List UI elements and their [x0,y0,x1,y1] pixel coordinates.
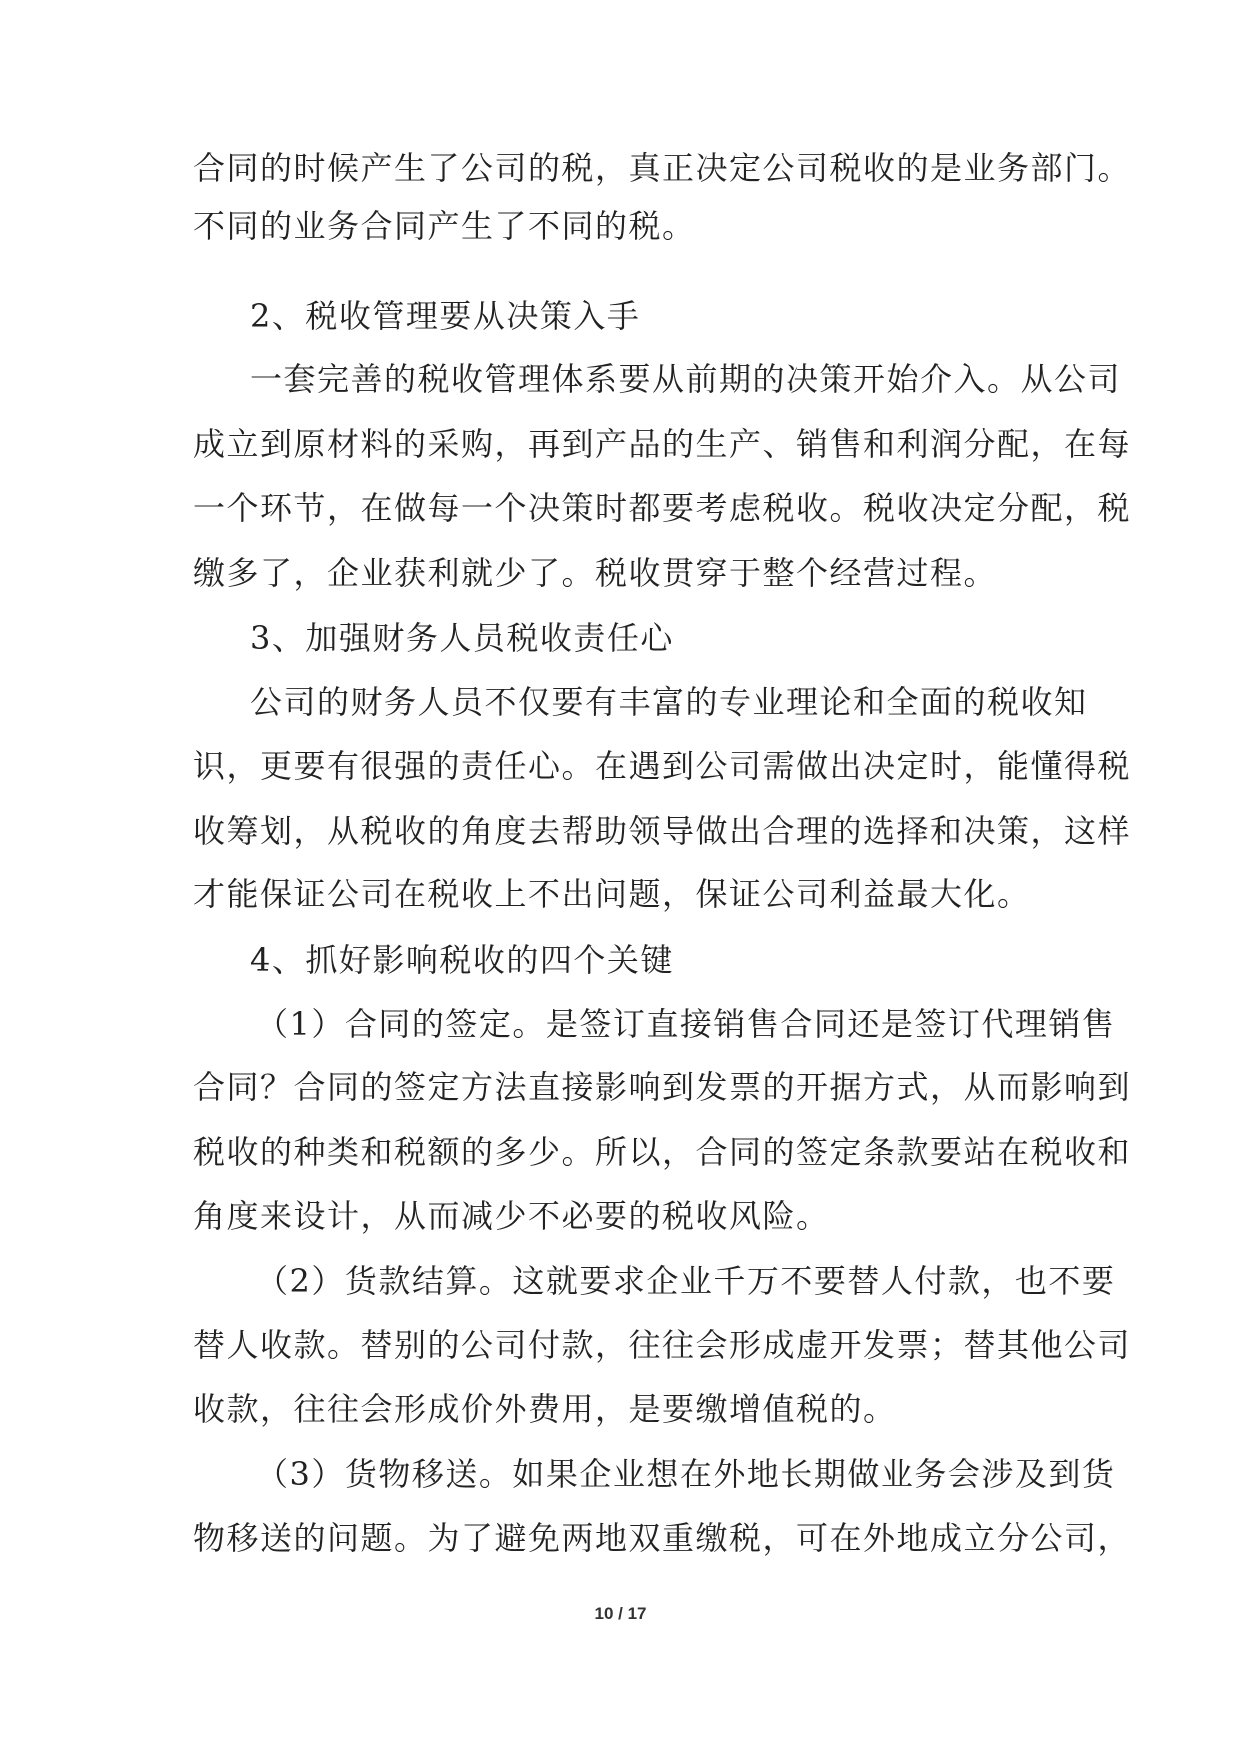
text-line: 角度来设计，从而减少不必要的税收风险。 [193,1197,830,1235]
text-line: 税收的种类和税额的多少。所以，合同的签定条款要站在税收和 [193,1133,1132,1171]
section-heading: 3、加强财务人员税收责任心 [250,619,674,657]
text-line: （1）合同的签定。是签订直接销售合同还是签订代理销售 [256,1005,1116,1043]
page-number: 10 / 17 [594,1604,647,1623]
text-line: 成立到原材料的采购，再到产品的生产、销售和利润分配，在每 [193,425,1132,463]
text-line: 收款，往往会形成价外费用，是要缴增值税的。 [193,1390,897,1428]
text-line: 收筹划，从税收的角度去帮助领导做出合理的选择和决策，这样 [193,812,1132,850]
text-line: 缴多了，企业获利就少了。税收贯穿于整个经营过程。 [193,554,998,592]
section-heading: 2、税收管理要从决策入手 [250,297,641,335]
text-line: 合同？合同的签定方法直接影响到发票的开据方式，从而影响到 [193,1068,1132,1106]
text-line: 一个环节，在做每一个决策时都要考虑税收。税收决定分配，税 [193,489,1132,527]
text-line: 一套完善的税收管理体系要从前期的决策开始介入。从公司 [250,360,1122,398]
text-line: 物移送的问题。为了避免两地双重缴税，可在外地成立分公司， [193,1519,1132,1557]
text-line: 识，更要有很强的责任心。在遇到公司需做出决定时，能懂得税 [193,747,1132,785]
text-line: 不同的业务合同产生了不同的税。 [193,207,696,245]
text-line: 替人收款。替别的公司付款，往往会形成虚开发票；替其他公司 [193,1326,1132,1364]
text-line: 公司的财务人员不仅要有丰富的专业理论和全面的税收知 [250,683,1088,721]
text-line: （3）货物移送。如果企业想在外地长期做业务会涉及到货 [256,1455,1116,1493]
text-line: 才能保证公司在税收上不出问题，保证公司利益最大化。 [193,875,1031,913]
section-heading: 4、抓好影响税收的四个关键 [250,941,674,979]
text-line: 合同的时候产生了公司的税，真正决定公司税收的是业务部门。 [193,149,1132,187]
text-line: （2）货款结算。这就要求企业千万不要替人付款，也不要 [256,1262,1116,1300]
